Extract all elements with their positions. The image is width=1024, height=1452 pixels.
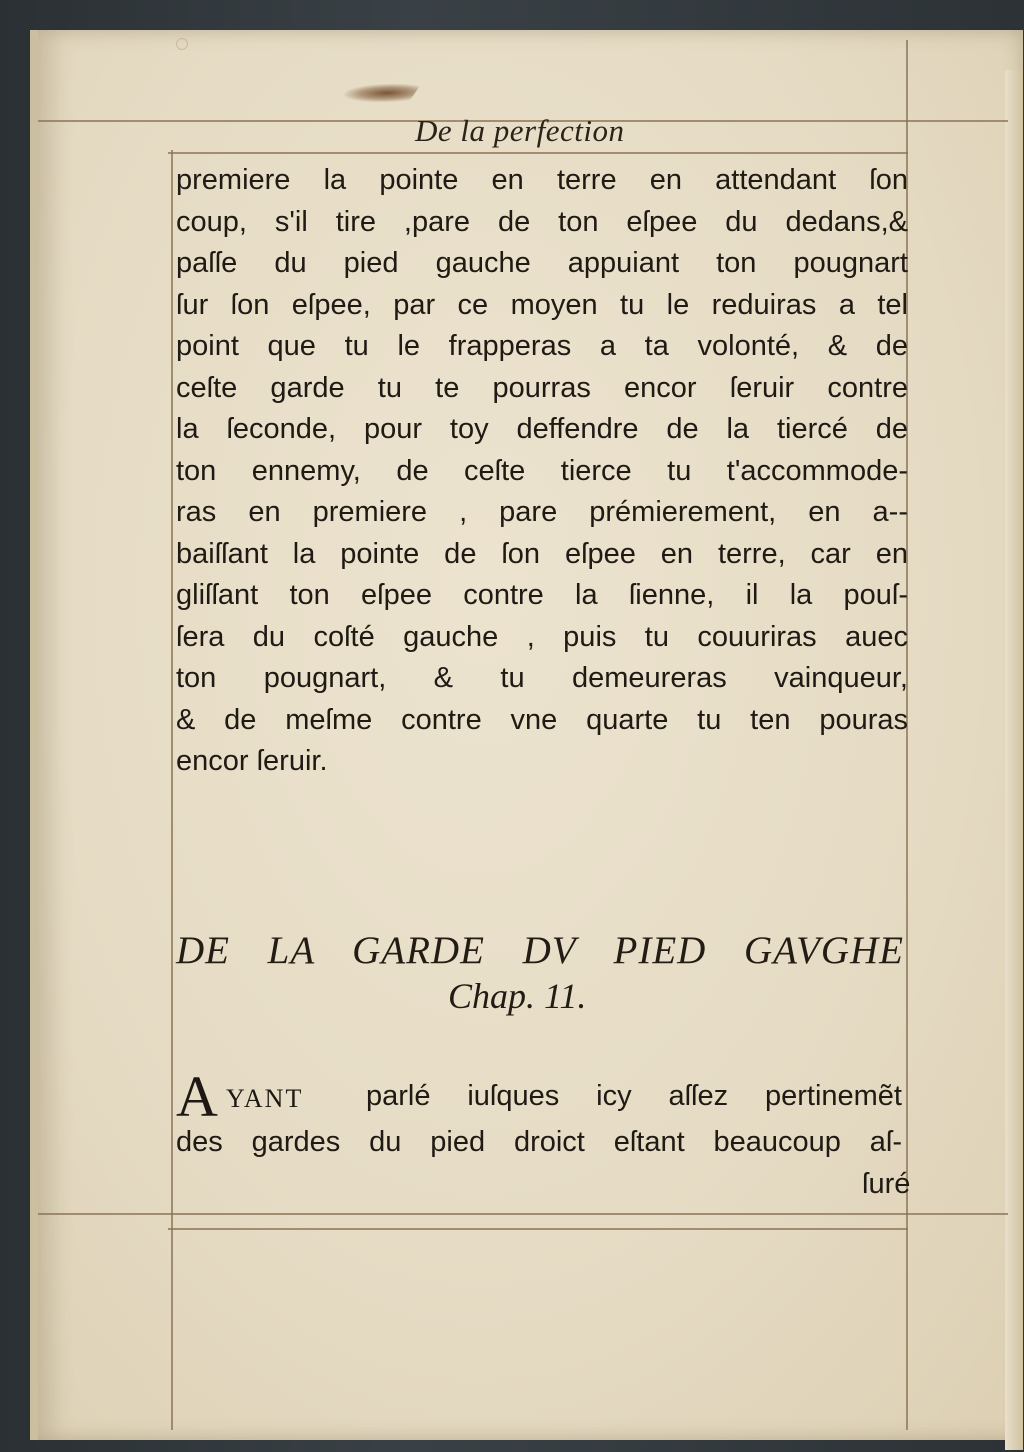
body-text (176, 160, 908, 783)
catchword: ſuré (862, 1168, 911, 1200)
ink-stain (339, 84, 422, 102)
small-caps-word: YANT (226, 1084, 304, 1113)
text-line: ras en premiere , pare prémierement, en a-- (176, 496, 908, 528)
text-line: & de meſme contre vne quarte tu ten pouras (176, 703, 908, 736)
text-line: encor ſeruir. (176, 745, 328, 777)
header-rule (168, 152, 908, 154)
running-header: De la perfection (415, 113, 625, 148)
bottom-rule (38, 1213, 1008, 1215)
text-line: coup, s'il tire ,pare de ton eſpee du dedans,& (176, 205, 908, 238)
chapter-heading: DE LA GARDE DV PIED GAVGHE (176, 929, 904, 972)
text-line: des gardes du pied droict eſtant beaucoup aſ- (176, 1126, 902, 1158)
text-line: point que tu le frapperas a ta volonté, & de (176, 330, 908, 362)
page-edge (1005, 70, 1023, 1450)
text-line: ton ennemy, de ceſte tierce tu t'accommode- (176, 454, 908, 487)
chapter-number: Chap. 11. (448, 976, 587, 1016)
text-line: premiere la pointe en terre en attendant ſon (176, 164, 908, 196)
text-line: ſur ſon eſpee, par ce moyen tu le reduiras a tel (176, 288, 908, 321)
drop-cap: A (176, 1064, 218, 1129)
left-margin-rule (171, 150, 173, 1430)
text-line: gliſſant ton eſpee contre la ſienne, il la pouſ- (176, 579, 908, 611)
text-line: paſſe du pied gauche appuiant ton pougnart (176, 247, 908, 279)
text-line: baiſſant la pointe de ſon eſpee en terre, car en (176, 537, 908, 570)
text-line: parlé iuſques icy aſſez pertinemẽt (366, 1080, 902, 1112)
margin-mark (176, 38, 188, 50)
bottom-rule-2 (168, 1228, 908, 1230)
text-line: ton pougnart, & tu demeureras vainqueur, (176, 662, 908, 694)
text-line: ceſte garde tu te pourras encor ſeruir contre (176, 371, 908, 404)
text-line: ſera du coſté gauche , puis tu couuriras auec (176, 620, 908, 653)
text-line: la ſeconde, pour toy deffendre de la tiercé de (176, 413, 908, 445)
